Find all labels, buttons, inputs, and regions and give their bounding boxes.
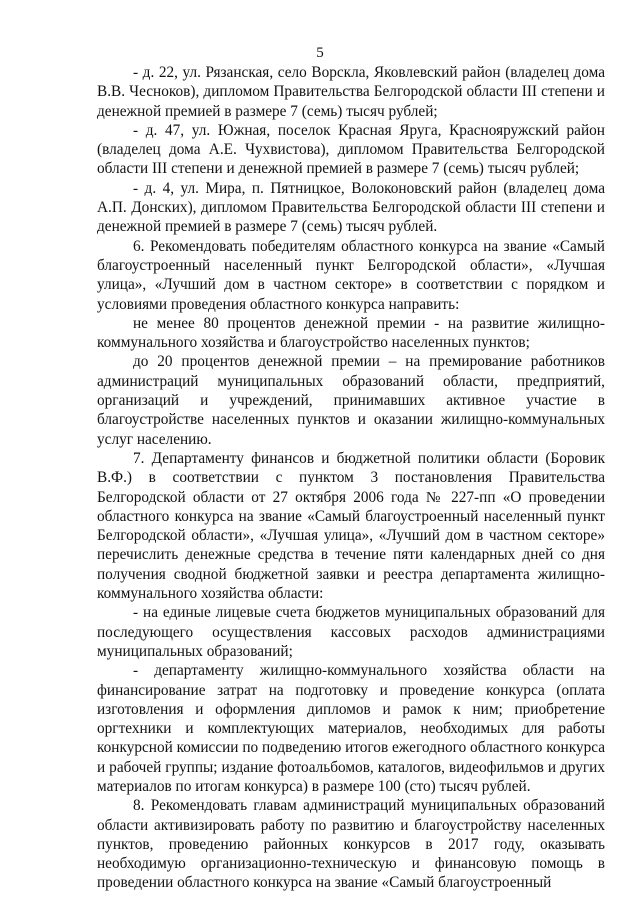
award-item-krasnaya-yaruga: - д. 47, ул. Южная, поселок Красная Яруга, Краснояружский район (владелец дома А.Е. Чухвистова), дипломом Правительства Белгородской области III степени и денежной премией в размере 7 (семь) тысяч рублей; (97, 121, 605, 178)
clause-8: 8. Рекомендовать главам администраций муниципальных образований области активизировать работу по развитию и благоустройству населенных пунктов, проведению районных конкурсов в 2017 году, оказывать необходимую организационно-техническую и финансовую помощь в проведении областного конкурса на звание «Самый благоустроенный (97, 797, 605, 892)
clause-7: 7. Департаменту финансов и бюджетной политики области (Боровик В.Ф.) в соответствии с пунктом 3 постановления Правительства Белгородской области от 27 октября 2006 года № 227-пп «О проведении областного конкурса на звание «Самый благоустроенный населенный пункт Белгородской области», «Лучшая улица», «Лучший дом в частном секторе» перечислить денежные средства в течение пяти календарных дней со дня получения сводной бюджетной заявки и реестра департамента жилищно-коммунального хозяйства области: (97, 449, 605, 603)
document-body (97, 63, 605, 893)
award-item-pyatnitskoe: - д. 4, ул. Мира, п. Пятницкое, Волоконовский район (владелец дома А.П. Донских), дипломом Правительства Белгородской области III степени и денежной премией в размере 7 (семь) тысяч рублей. (97, 179, 605, 236)
award-item-vorskla: - д. 22, ул. Рязанская, село Ворскла, Яковлевский район (владелец дома В.В. Чесноков), дипломом Правительства Белгородской области III степени и денежной премией в размере 7 (семь) тысяч рублей; (97, 64, 605, 120)
page-number: 5 (316, 45, 324, 61)
clause-6: 6. Рекомендовать победителям областного конкурса на звание «Самый благоустроенный населенный пункт Белгородской области», «Лучшая улица», «Лучший дом в частном секторе» в соответствии с порядком и условиями проведения областного конкурса направить: (97, 237, 605, 313)
clause-6-item-20-percent: до 20 процентов денежной премии – на премирование работников администраций муниципальных образований области, предприятий, организаций и учреждений, принимавших активное участие в благоустройстве населенных пунктов и оказании жилищно-коммунальных услуг населению. (97, 353, 605, 448)
clause-7-item-accounts: - на единые лицевые счета бюджетов муниципальных образований для последующего осуществления кассовых расходов администрациями муниципальных образований; (97, 604, 605, 660)
clause-6-item-80-percent: не менее 80 процентов денежной премии - на развитие жилищно-коммунального хозяйства и благоустройство населенных пунктов; (97, 314, 605, 352)
clause-7-item-department: - департаменту жилищно-коммунального хозяйства области на финансирование затрат на подготовку и проведение конкурса (оплата изготовления и оформления дипломов и рамок к ним; приобретение оргтехники и комплектующих материалов, необходимых для работы конкурсной комиссии по подведению итогов ежегодного областного конкурса и рабочей группы; издание фотоальбомов, каталогов, видеофильмов и других материалов по итогам конкурса) в размере 100 (сто) тысяч рублей. (97, 662, 605, 795)
